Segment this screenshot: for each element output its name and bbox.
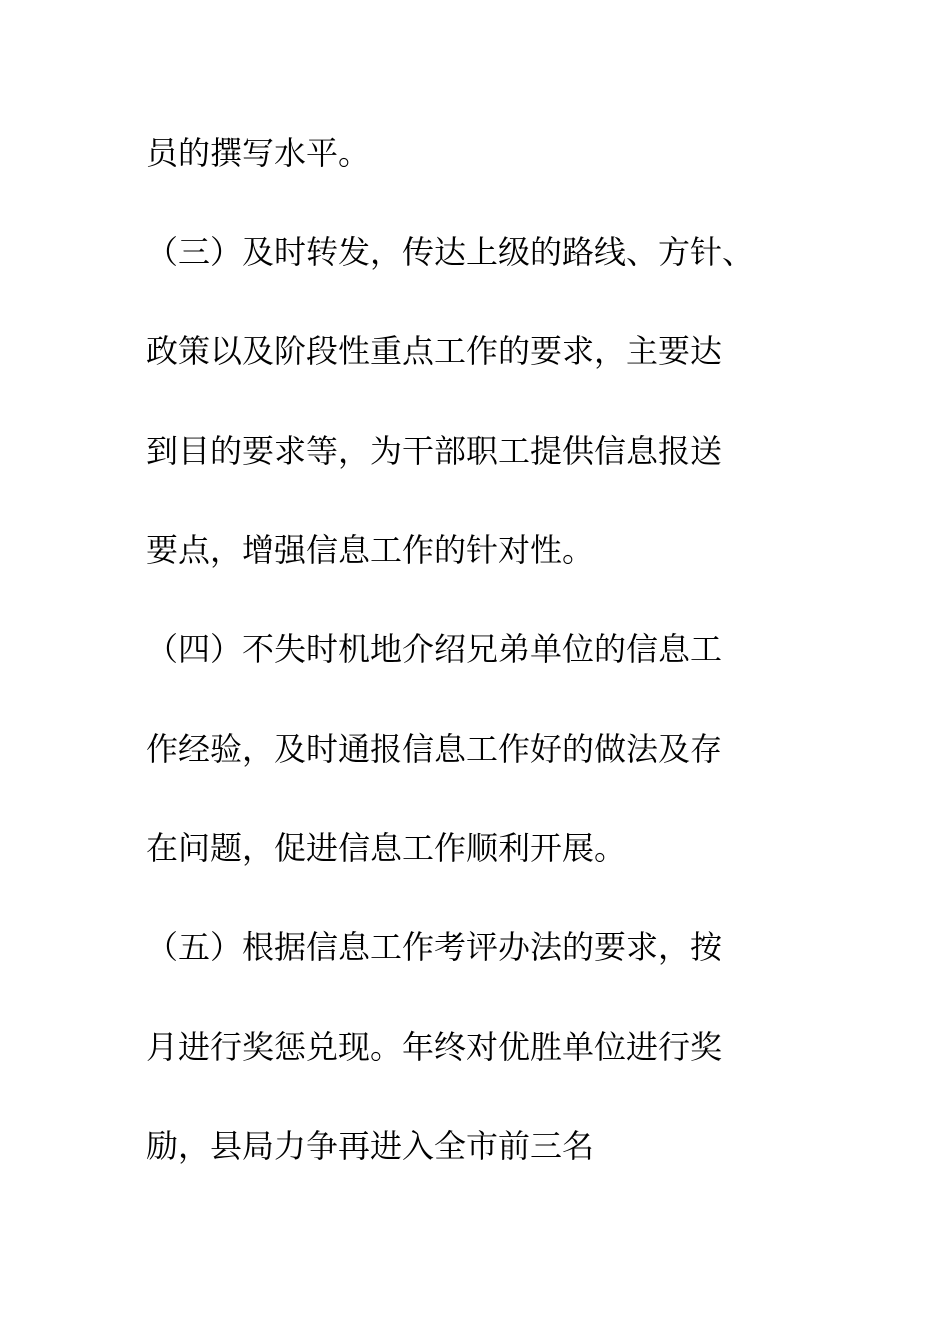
text-line: 作经验，及时通报信息工作好的做法及存 xyxy=(146,730,723,768)
text-line: 到目的要求等，为干部职工提供信息报送 xyxy=(146,432,723,470)
text-line: 政策以及阶段性重点工作的要求，主要达 xyxy=(146,332,723,370)
text-line: （五）根据信息工作考评办法的要求，按 xyxy=(146,928,723,966)
text-line: （三）及时转发，传达上级的路线、方针、 xyxy=(146,233,755,271)
text-line: 员的撰写水平。 xyxy=(146,134,371,172)
text-line: 月进行奖惩兑现。年终对优胜单位进行奖 xyxy=(146,1028,723,1066)
text-line: 励，县局力争再进入全市前三名 xyxy=(146,1127,595,1165)
text-line: 要点，增强信息工作的针对性。 xyxy=(146,531,595,569)
text-line: （四）不失时机地介绍兄弟单位的信息工 xyxy=(146,630,723,668)
text-line: 在问题，促进信息工作顺利开展。 xyxy=(146,829,627,867)
